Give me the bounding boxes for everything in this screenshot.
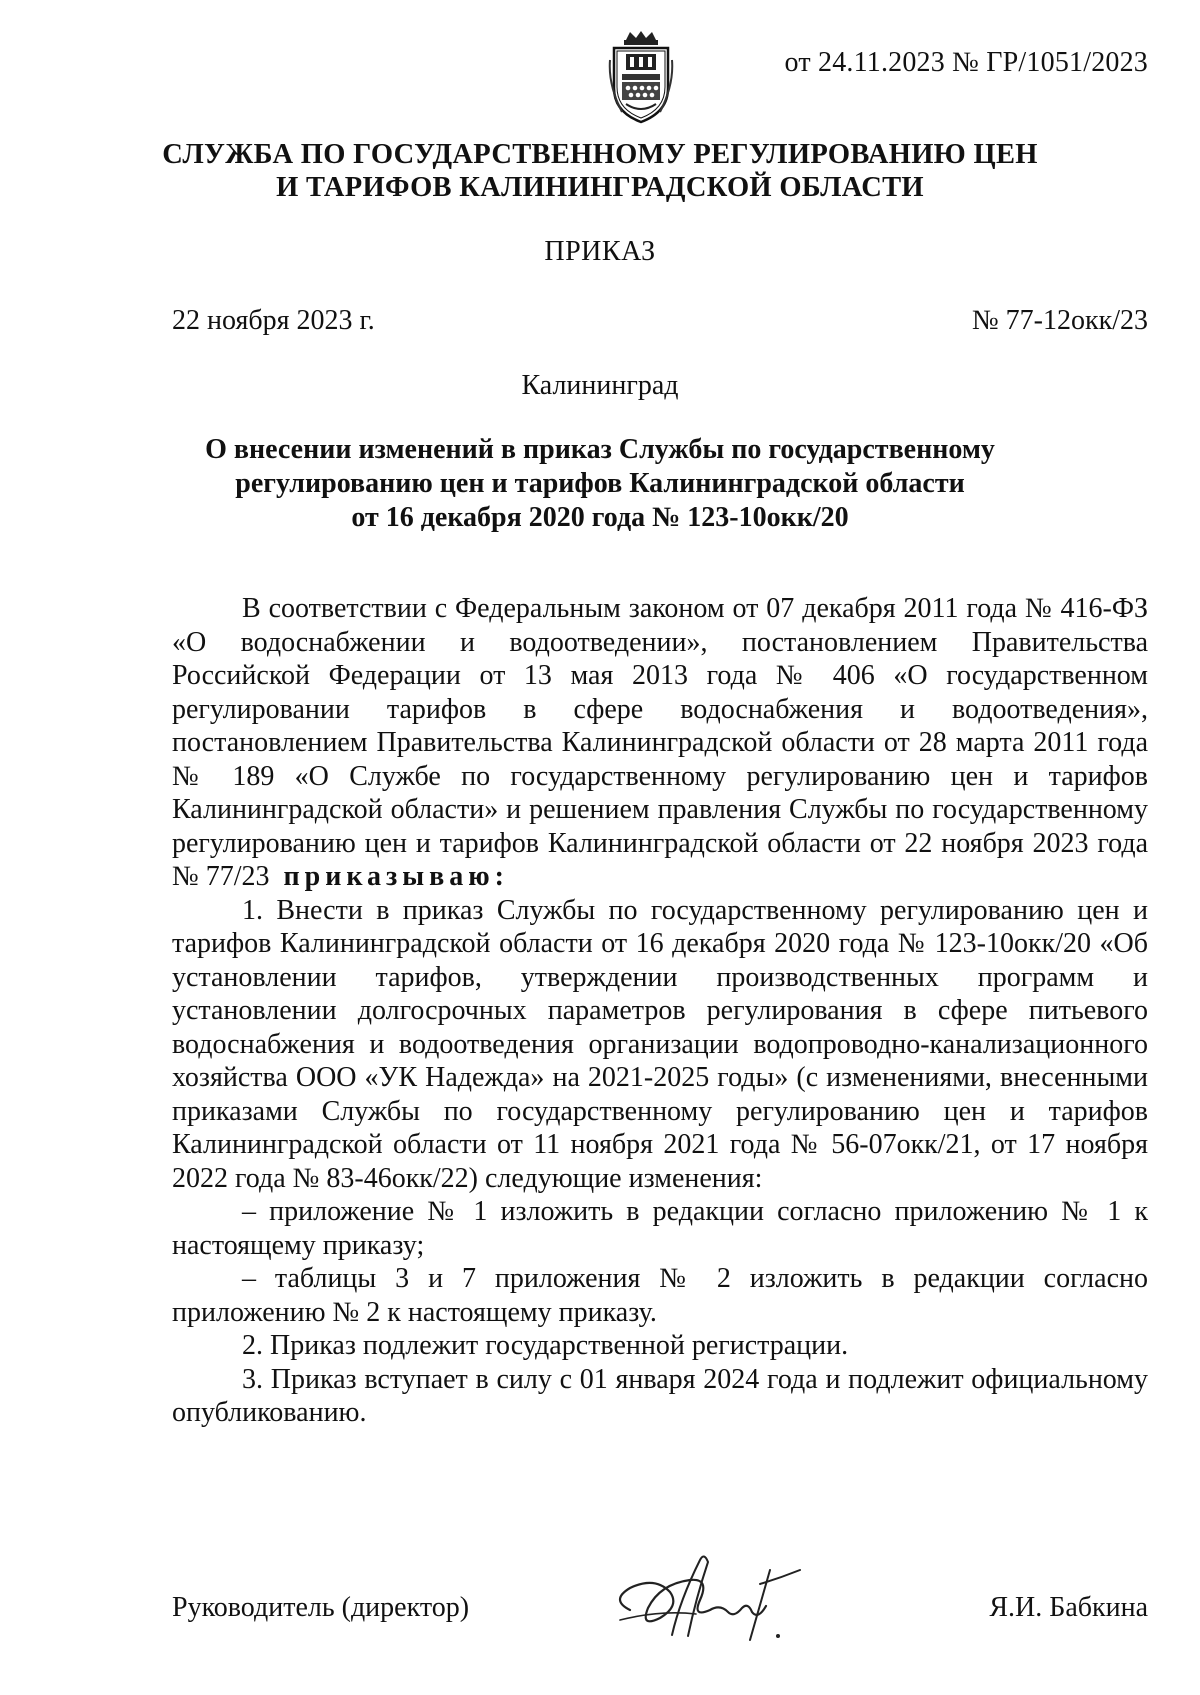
order-word: приказываю: [283, 861, 510, 892]
item-3: 3. Приказ вступает в силу с 01 января 2024 года и подлежит официальному опубликованию. [172, 1363, 1148, 1428]
bullet-2: – таблицы 3 и 7 приложения № 2 изложить в редакции согласно приложению № 2 к настоящему приказу. [172, 1263, 1148, 1328]
signer-name: Я.И. Бабкина [989, 1592, 1148, 1623]
registration-stamp: от 24.11.2023 № ГР/1051/2023 [784, 47, 1148, 78]
organization-name-line-2: И ТАРИФОВ КАЛИНИНГРАДСКОЙ ОБЛАСТИ [276, 172, 924, 203]
title-line-2: регулированию цен и тарифов Калининградской области [235, 468, 965, 499]
document-title [0, 433, 1200, 535]
document-number: № 77-12окк/23 [971, 305, 1148, 336]
preamble-paragraph [172, 592, 1148, 894]
document-type: ПРИКАЗ [544, 236, 656, 267]
item-1: 1. Внести в приказ Службы по государственному регулированию цен и тарифов Калининградской области от 16 декабря 2020 года № 123-10окк/20 «Об установлении тарифов, утверждении производственных программ и установлении долгосрочных параметров регулирования в сфере питьевого водоснабжения и водоотведения организации водопроводно-канализационного хозяйства ООО «УК Надежда» на 2021-2025 годы» (с изменениями, внесенными приказами Службы по государственному регулированию цен и тарифов Калининградской области от 11 ноября 2021 года № 56-07окк/21, от 17 ноября 2022 года № 83-46окк/22) следующие изменения: [172, 894, 1148, 1194]
title-line-1: О внесении изменений в приказ Службы по государственному [205, 434, 995, 465]
signer-position: Руководитель (директор) [172, 1592, 470, 1623]
document-date: 22 ноября 2023 г. [172, 305, 375, 336]
document-body [172, 592, 1148, 1430]
coat-of-arms-icon [608, 30, 674, 126]
title-line-3: от 16 декабря 2020 года № 123-10окк/20 [351, 502, 849, 533]
bullet-1: – приложение № 1 изложить в редакции согласно приложению № 1 к настоящему приказу; [172, 1196, 1148, 1261]
handwritten-signature-icon [600, 1540, 820, 1650]
item-2: 2. Приказ подлежит государственной регистрации. [242, 1330, 849, 1361]
date-number-row [172, 305, 1148, 337]
preamble-text: В соответствии с Федеральным законом от 07 декабря 2011 года № 416-ФЗ «О водоснабжении и водоотведении», постановлением Правительства Российской Федерации от 13 мая 2013 года № 406 «О государственном регулировании тарифов в сфере водоснабжения и водоотведения», постановлением Правительства Калининградской области от 28 марта 2011 года № 189 «О Службе по государственному регулированию цен и тарифов Калининградской области» и решением правления Службы по государственному регулированию цен и тарифов Калининградской области от 22 ноября 2023 года № 77/23 [172, 593, 1148, 892]
city: Калининград [521, 370, 679, 401]
organization-name-line-1: СЛУЖБА ПО ГОСУДАРСТВЕННОМУ РЕГУЛИРОВАНИЮ ЦЕН [162, 139, 1038, 170]
organization-name [0, 138, 1200, 204]
